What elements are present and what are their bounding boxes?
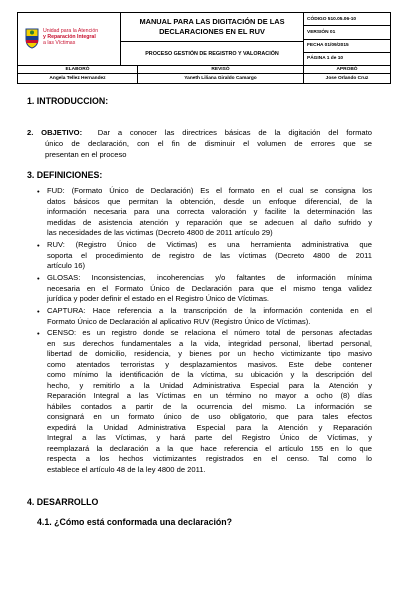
logo-cell (18, 13, 121, 65)
process-name: PROCESO GESTIÓN DE REGISTRO Y VALORACIÓN (145, 50, 279, 57)
document-date: FECHA 01/09/2015 (304, 40, 390, 53)
section-objetivo: 2. OBJETIVO: Dar a conocer las directrices básicas de la digitación del formato (27, 128, 372, 137)
section-definiciones-heading: 3. DEFINICIONES: (27, 170, 103, 180)
coat-of-arms-icon (24, 27, 40, 49)
page-number: PÁGINA 1 de 10 (307, 56, 344, 62)
definition-ruv: RUV: (Registro Único de Victimas) es una herramienta administrativa que soporta el procedimiento de registro de las víctimas (Decreto 4800 de 2011 artículo 16) (47, 240, 372, 270)
definition-censo: CENSO: es un registro donde se relaciona el número total de personas afectadas en sus derechos fundamentales a la vida, integridad personal, libertad personal, libertad de domicilio, residencia, y bienes por un hecho victimizante tipo masivo como atentados terroristas y desplazamientos masivos. Este debe contener como mínimo la identificación de la víctima, su ubicación y la descripción del hecho, y remitirlo a la Unidad Administrativa Especial para la Atención y Reparación Integral a las Víctimas en un término no mayor a ocho (8) días hábiles contados a partir de la ocurrencia del mismo. La información se consignará en un formato único de uso obligatorio, que para tales efectos expedirá la Unidad Administrativa Especial para la Atención y Reparación Integral a las Víctimas, y hará parte del Registro Único de Víctimas, y reemplazará la declaración a la que hace referencia el artículo 155 en lo que respecta a los hechos victimizantes registrados en el censo. Tal como lo establece el artículo 48 de la ley 4800 de 2011. (47, 328, 372, 474)
definition-glosas: GLOSAS: Inconsistencias, incoherencias y/o faltantes de información mínima necesaria en el Formato Único de Declaración para que el mismo tenga validez jurídica y poder definir el estado en el Registro Único de Víctimas. (47, 273, 372, 303)
role-approved: APROBÓ (336, 67, 358, 72)
logo-text: Unidad para la Atención y Reparación Integral a las Víctimas (43, 28, 99, 47)
objetivo-label: 2. OBJETIVO: (27, 128, 83, 137)
role-reviewed: REVISÓ (138, 66, 304, 73)
document-version: VERSIÓN 01 (304, 26, 390, 39)
subsection-4-1-heading: 4.1. ¿Cómo está conformada una declaración? (37, 517, 233, 527)
name-reviewed: Yaneth Liliana Giraldo Camargo (138, 74, 304, 83)
bullet-icon: • (37, 187, 40, 196)
name-approved: Jose Orlando Cruz (325, 76, 369, 81)
document-title: MANUAL PARA LAS DIGITACIÓN DE LAS DECLARACIONES EN EL RUV (121, 13, 303, 42)
bullet-icon: • (37, 274, 40, 283)
document-code: CÓDIGO 510.05.06-10 (304, 13, 390, 26)
name-made: Angela Tellez Hernandez (18, 74, 138, 83)
objetivo-continuation: único de declaración, con el fin de disminuir el volumen de errores que se presentan en el proceso (45, 139, 372, 159)
definition-captura: CAPTURA: Hace referencia a la transcripción de la información contenida en el Formato Único de Declaración al aplicativo RUV (Registro Único de Víctimas). (47, 306, 372, 326)
role-made: ELABORÓ (18, 66, 138, 73)
document-header-table (17, 12, 391, 84)
section-desarrollo-heading: 4. DESARROLLO (27, 497, 99, 507)
section-introduccion-heading: 1. INTRODUCCION: (27, 96, 109, 106)
bullet-icon: • (37, 241, 40, 250)
bullet-icon: • (37, 329, 40, 338)
definition-fud: FUD: (Formato Único de Declaración) Es el formato en el cual se consigna los datos básicos que permitan la obtención, desde un enfoque diferencial, de la información necesaria para una correcta valoración y facilite la determinación las medidas de asistencia atención y reparación que se adecuen al daño sufrido y las necesidades de las victimas (Decreto 4800 de 2011 artículo 29) (47, 186, 372, 237)
bullet-icon: • (37, 307, 40, 316)
